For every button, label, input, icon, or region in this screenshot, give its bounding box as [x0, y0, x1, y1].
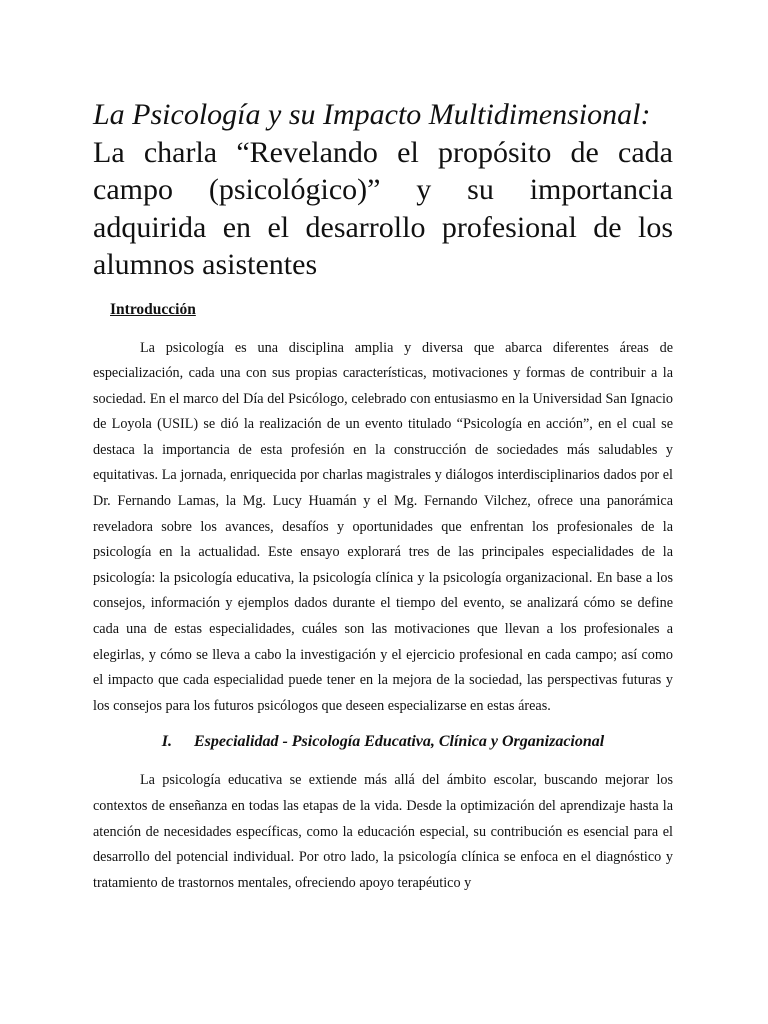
document-title-rest: La charla “Revelando el propósito de cada campo (psicológico)” y su importancia adquirida en el desarrollo profesional de los alumnos asistentes [93, 135, 673, 281]
introduction-heading: Introducción [110, 300, 196, 318]
document-title-italic: La Psicología y su Impacto Multidimensional: [93, 98, 651, 131]
section-1-numeral: I. [161, 733, 172, 751]
document-title [93, 96, 673, 284]
section-1-paragraph: La psicología educativa se extiende más allá del ámbito escolar, buscando mejorar los contextos de enseñanza en todas las etapas de la vida. Desde la optimización del aprendizaje hasta la atención de necesidades específicas, como la educación especial, su contribución es esencial para el desarrollo del potencial individual. Por otro lado, la psicología clínica se enfoca en el diagnóstico y tratamiento de trastornos mentales, ofreciendo apoyo terapéutico y [93, 772, 673, 891]
section-1-heading [93, 733, 673, 751]
section-1-heading-text: Especialidad - Psicología Educativa, Clínica y Organizacional [194, 733, 605, 751]
document-page [93, 96, 673, 896]
introduction-paragraph: La psicología es una disciplina amplia y diversa que abarca diferentes áreas de especialización, cada una con sus propias características, motivaciones y formas de contribuir a la sociedad. En el marco del Día del Psicólogo, celebrado con entusiasmo en la Universidad San Ignacio de Loyola (USIL) se dió la realización de un evento titulado “Psicología en acción”, en el cual se destaca la importancia de esta profesión en la construcción de sociedades más saludables y equitativas. La jornada, enriquecida por charlas magistrales y diálogos interdisciplinarios dados por el Dr. Fernando Lamas, la Mg. Lucy Huamán y el Mg. Fernando Vilchez, ofrece una panorámica reveladora sobre los avances, desafíos y oportunidades que enfrentan los profesionales de la psicología en la actualidad. Este ensayo explorará tres de las principales especialidades de la psicología: la psicología educativa, la psicología clínica y la psicología organizacional. En base a los consejos, información y ejemplos dados durante el tiempo del evento, se analizará cómo se define cada una de estas especialidades, cuáles son las motivaciones que llevan a los profesionales a elegirlas, y cómo se lleva a cabo la investigación y el ejercicio profesional en cada campo; así como el impacto que cada especialidad puede tener en la mejora de la sociedad, las perspectivas futuras y los consejos para los futuros psicólogos que deseen especializarse en estas áreas. [93, 339, 673, 714]
